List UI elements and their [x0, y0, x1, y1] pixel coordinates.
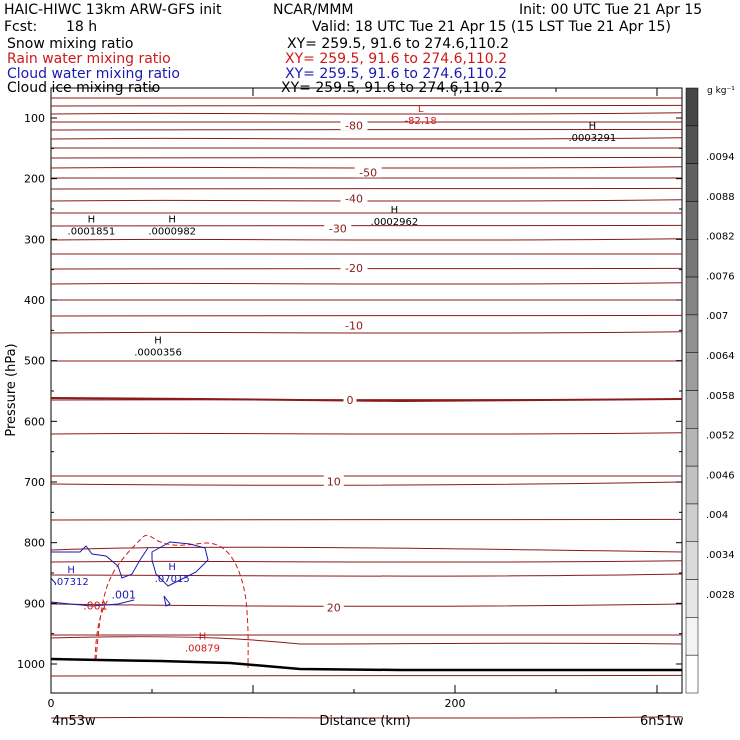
- high-marker: H: [390, 205, 399, 217]
- colorbar-bin: [686, 201, 698, 239]
- left-endpoint-label: 4n53w: [52, 714, 96, 729]
- y-tick-label: 1000: [17, 658, 45, 671]
- isotherm-label: -80: [345, 119, 363, 133]
- colorbar-unit: g kg⁻¹: [707, 86, 735, 96]
- high-marker: H: [198, 631, 207, 643]
- extremum-value: .07015: [154, 573, 190, 585]
- moisture-contour-label: .001: [83, 599, 108, 613]
- y-tick-label: 600: [24, 415, 45, 429]
- isotherm-label: -50: [359, 166, 378, 180]
- isotherm-line: [51, 105, 682, 106]
- x-tick-label: 200: [444, 697, 466, 710]
- colorbar-bin: [686, 126, 698, 164]
- colorbar-label: .004: [706, 510, 729, 522]
- y-axis-title: Pressure (hPa): [4, 343, 19, 437]
- isotherm-line: [51, 239, 682, 240]
- colorbar-label: .0082: [706, 231, 735, 243]
- field-cloudice-xy: XY= 259.5, 91.6 to 274.6,110.2: [281, 80, 504, 96]
- extremum-value: -82.18: [404, 115, 437, 127]
- rain-water-contour: [96, 535, 248, 668]
- colorbar-label: .0094: [706, 152, 735, 163]
- colorbar-bin: [686, 315, 698, 353]
- init-time: Init: 00 UTC Tue 21 Apr 15: [519, 2, 703, 18]
- field-rain-xy: XY= 259.5, 91.6 to 274.6,110.2: [285, 51, 508, 67]
- isotherm-label: 20: [326, 601, 341, 615]
- field-snow-xy: XY= 259.5, 91.6 to 274.6,110.2: [287, 36, 510, 52]
- high-marker: H: [154, 335, 162, 347]
- temperature-isotherms: [51, 98, 682, 718]
- valid-time: Valid: 18 UTC Tue 21 Apr 15 (15 LST Tue 21 Apr 15): [312, 19, 671, 35]
- colorbar-bin: [686, 617, 698, 655]
- y-tick-label: 900: [24, 597, 45, 611]
- isotherm-line: [51, 476, 682, 477]
- isotherm-line: [51, 574, 682, 576]
- colorbar-label: .007: [706, 311, 729, 323]
- isotherm-line: [51, 254, 682, 255]
- isotherm-line: [51, 188, 682, 189]
- extremum-value: .0002962: [370, 217, 419, 229]
- isotherm-line: [51, 675, 682, 676]
- isotherm-label: 0: [346, 394, 354, 408]
- x-tick-label: 0: [47, 697, 55, 710]
- isotherm-line: [51, 332, 682, 333]
- field-cloudwater-xy: XY= 259.5, 91.6 to 274.6,110.2: [285, 66, 508, 82]
- extrema-markers: [54, 104, 617, 655]
- cloud-water-contour-small: [164, 596, 170, 606]
- isotherm-line: [51, 519, 682, 520]
- isotherm-line: [51, 604, 682, 606]
- isotherm-line: [51, 157, 682, 158]
- colorbar-label: .0028: [706, 589, 735, 601]
- org-label: NCAR/MMM: [273, 2, 354, 18]
- colorbar-bin: [686, 88, 698, 126]
- fcst-value: 18 h: [66, 19, 98, 35]
- x-axis-title: Distance (km): [319, 714, 411, 729]
- isotherm-line: [51, 213, 682, 214]
- isotherm-line: [51, 361, 682, 362]
- low-marker: L: [417, 103, 424, 115]
- colorbar-bin: [686, 164, 698, 202]
- extremum-value: .07312: [53, 577, 89, 588]
- y-tick-label: 200: [24, 172, 45, 186]
- isotherm-line: [51, 113, 682, 114]
- colorbar-label: .0052: [706, 430, 735, 442]
- isotherm-line: [51, 300, 682, 301]
- high-marker: H: [87, 214, 96, 226]
- isotherm-label: -40: [345, 192, 363, 206]
- isotherm-line: [51, 148, 682, 149]
- colorbar-bin: [686, 580, 698, 618]
- y-tick-label: 300: [24, 233, 45, 247]
- fcst-label: Fcst:: [4, 19, 38, 35]
- colorbar-bin: [686, 391, 698, 429]
- isotherm-line: [51, 433, 682, 434]
- colorbar-label: .0046: [706, 470, 735, 482]
- y-tick-label: 500: [24, 354, 45, 368]
- high-marker: H: [168, 214, 176, 226]
- terrain-surface-line: [51, 659, 682, 670]
- colorbar-bin: [686, 542, 698, 580]
- extremum-value: .0003291: [568, 132, 617, 144]
- field-cloudwater-name: Cloud water mixing ratio: [7, 66, 180, 82]
- colorbar-label: .0034: [706, 550, 735, 561]
- colorbar-bin: [686, 466, 698, 504]
- colorbar-label: .0076: [706, 271, 735, 283]
- colorbar-label: .0088: [706, 191, 735, 203]
- colorbar: [686, 88, 735, 693]
- y-tick-label: 400: [24, 294, 45, 307]
- colorbar-bin: [686, 239, 698, 277]
- moisture-contour-label: .001: [111, 588, 136, 602]
- extremum-value: .0000356: [134, 347, 182, 359]
- contour-labels: [83, 118, 381, 614]
- isotherm-label: -30: [328, 222, 347, 236]
- isotherm-label: -20: [345, 261, 363, 275]
- model-title: HAIC-HIWC 13km ARW-GFS init: [4, 2, 222, 18]
- high-marker: H: [67, 565, 75, 576]
- isotherm-label: -10: [345, 319, 363, 333]
- y-tick-label: 700: [24, 476, 45, 489]
- isotherm-line: [51, 637, 682, 644]
- isotherm-line: [51, 225, 682, 226]
- y-tick-label: 800: [24, 536, 45, 550]
- colorbar-bin: [686, 277, 698, 315]
- isotherm-line: [51, 561, 682, 562]
- isotherm-line: [51, 635, 682, 636]
- colorbar-bin: [686, 504, 698, 542]
- colorbar-bin: [686, 428, 698, 466]
- high-marker: H: [588, 120, 597, 132]
- isotherm-line: [51, 482, 682, 485]
- field-cloudice-name: Cloud ice mixing ratio: [7, 80, 161, 96]
- isotherm-line: [51, 315, 682, 316]
- colorbar-label: .0058: [706, 390, 735, 402]
- y-tick-label: 100: [24, 112, 45, 125]
- extremum-value: .0000982: [148, 226, 197, 238]
- field-snow-name: Snow mixing ratio: [7, 36, 134, 52]
- isotherm-line: [51, 283, 682, 284]
- isotherm-line: [51, 98, 682, 99]
- colorbar-bin: [686, 655, 698, 693]
- extremum-value: .00879: [185, 643, 220, 655]
- isotherm-label: 10: [326, 475, 341, 489]
- right-endpoint-label: 6n51w: [640, 714, 684, 729]
- colorbar-label: .0064: [706, 351, 735, 362]
- colorbar-bin: [686, 353, 698, 391]
- extremum-value: .0001851: [67, 226, 116, 238]
- high-marker: H: [168, 561, 176, 573]
- field-rain-name: Rain water mixing ratio: [7, 51, 171, 67]
